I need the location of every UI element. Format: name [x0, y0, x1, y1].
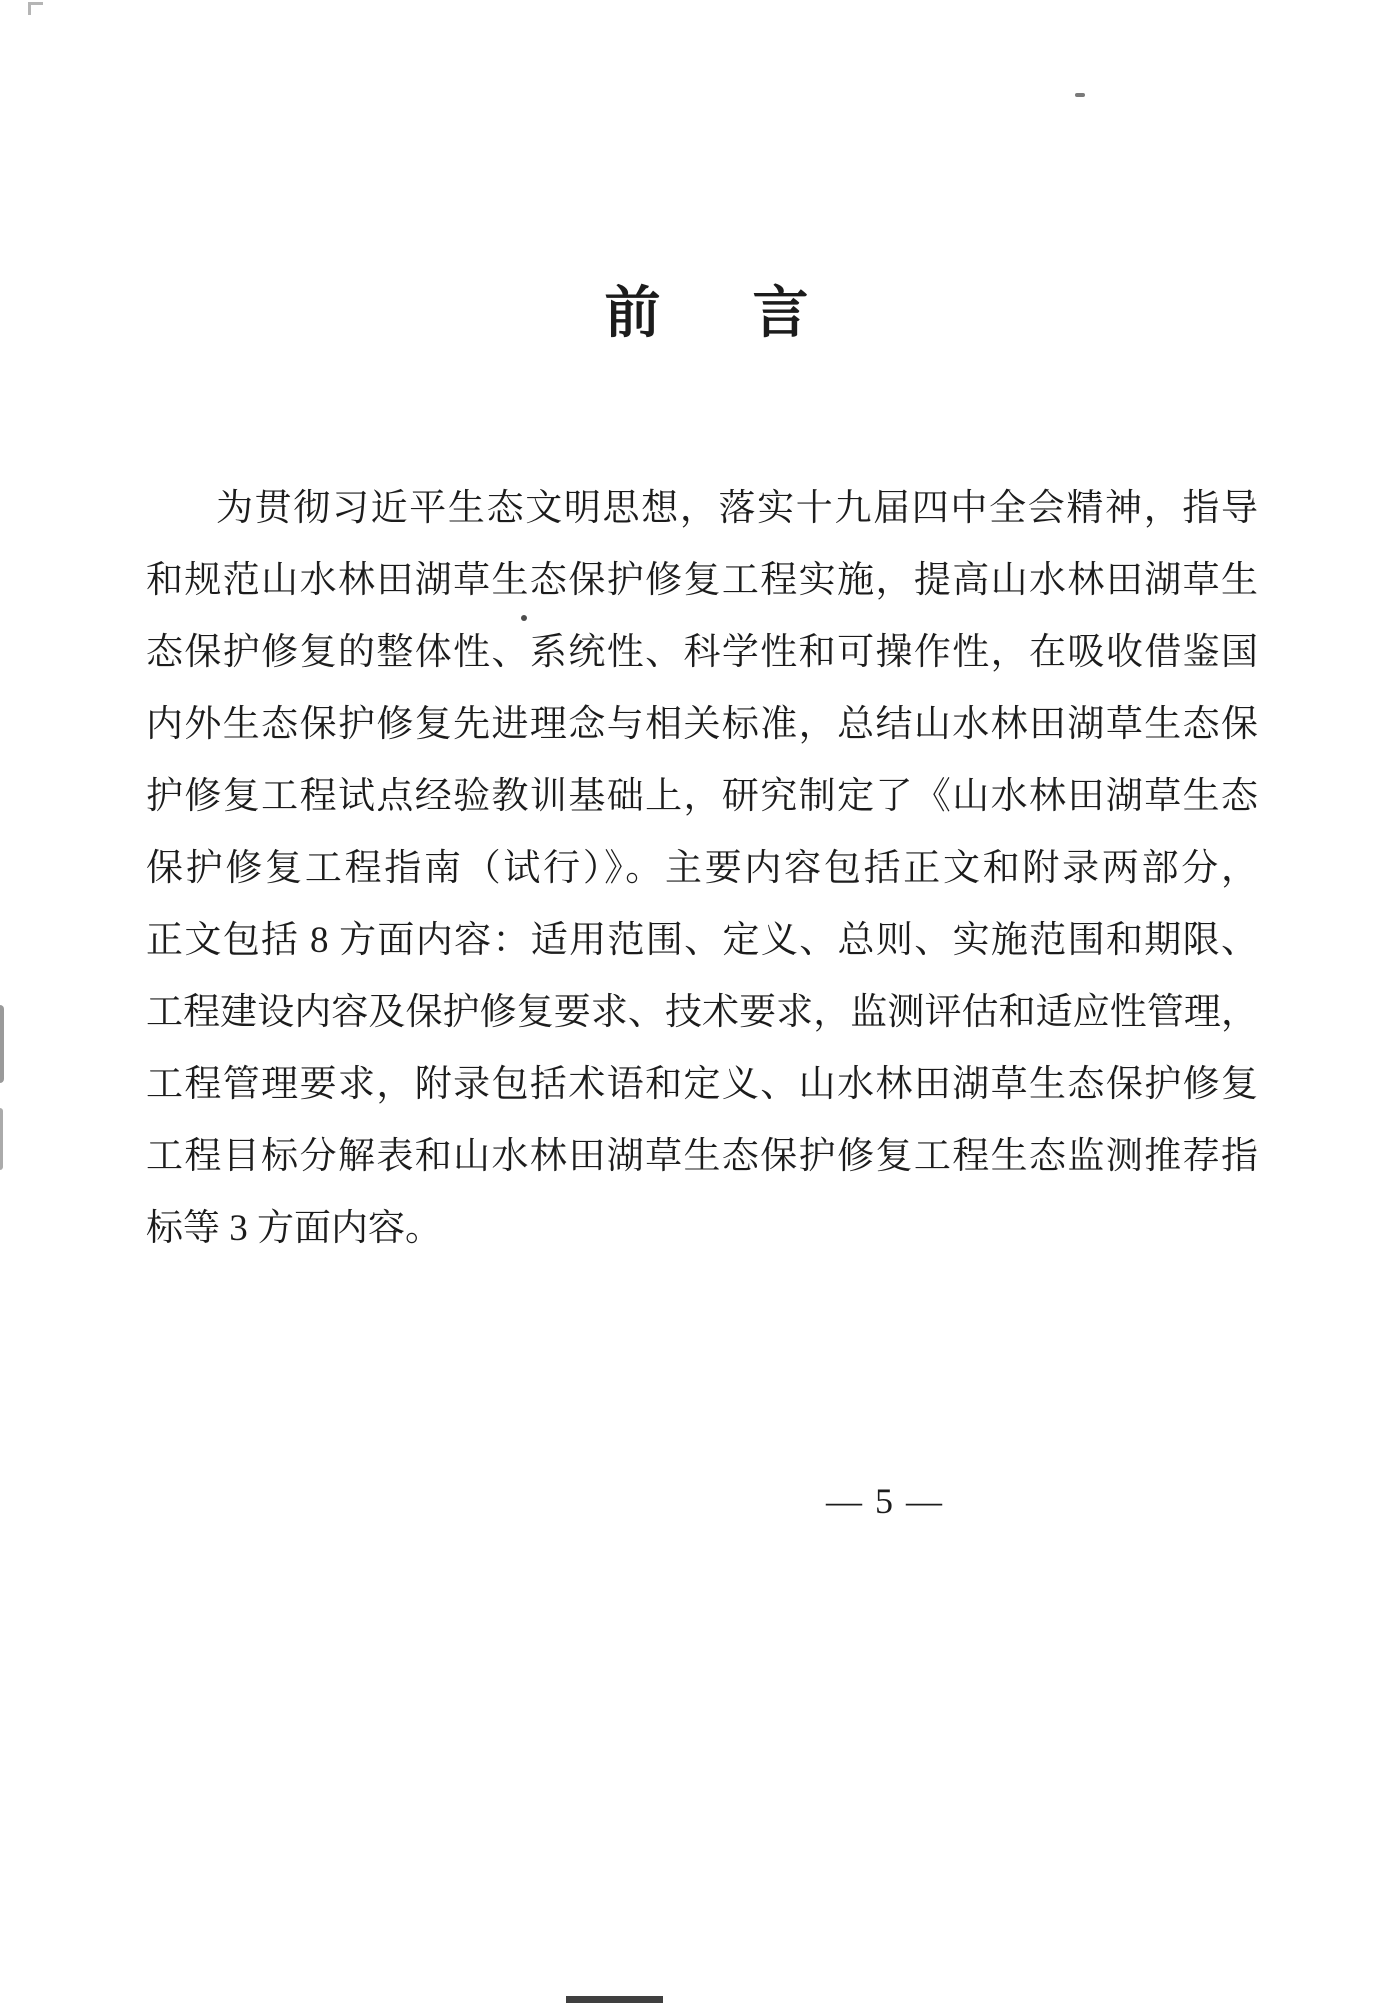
body-line: 护修复工程试点经验教训基础上，研究制定了《山水林田湖草生态: [146, 776, 1258, 817]
page-title-char-1: 前: [604, 283, 661, 345]
body-line: 正文包括 8 方面内容：适用范围、定义、总则、实施范围和期限、: [146, 920, 1258, 961]
page-number: — 5 —: [826, 1481, 944, 1521]
body-paragraph: [146, 473, 1258, 1265]
body-line: 和规范山水林田湖草生态保护修复工程实施，提高山水林田湖草生: [146, 560, 1258, 601]
scan-edge-mark: [0, 1005, 4, 1083]
body-line: 态保护修复的整体性、系统性、科学性和可操作性，在吸收借鉴国: [146, 632, 1258, 673]
body-line: 为贯彻习近平生态文明思想，落实十九届四中全会精神，指导: [216, 488, 1258, 529]
page-title: [7, 283, 1399, 345]
body-line: 保护修复工程指南（试行）》。主要内容包括正文和附录两部分，: [146, 848, 1258, 889]
scan-bottom-mark: [566, 1996, 663, 2003]
scan-edge-mark: [0, 1108, 3, 1170]
body-line: 工程建设内容及保护修复要求、技术要求，监测评估和适应性管理，: [146, 992, 1258, 1033]
scan-speck: [521, 615, 527, 621]
body-line: 标等 3 方面内容。: [146, 1208, 442, 1249]
scan-corner-mark: [28, 2, 43, 15]
scan-speck: [1075, 93, 1085, 97]
page-title-char-2: 言: [752, 283, 809, 345]
body-line: 工程管理要求，附录包括术语和定义、山水林田湖草生态保护修复: [146, 1064, 1258, 1105]
body-line: 内外生态保护修复先进理念与相关标准，总结山水林田湖草生态保: [146, 704, 1258, 745]
body-line: 工程目标分解表和山水林田湖草生态保护修复工程生态监测推荐指: [146, 1136, 1258, 1177]
